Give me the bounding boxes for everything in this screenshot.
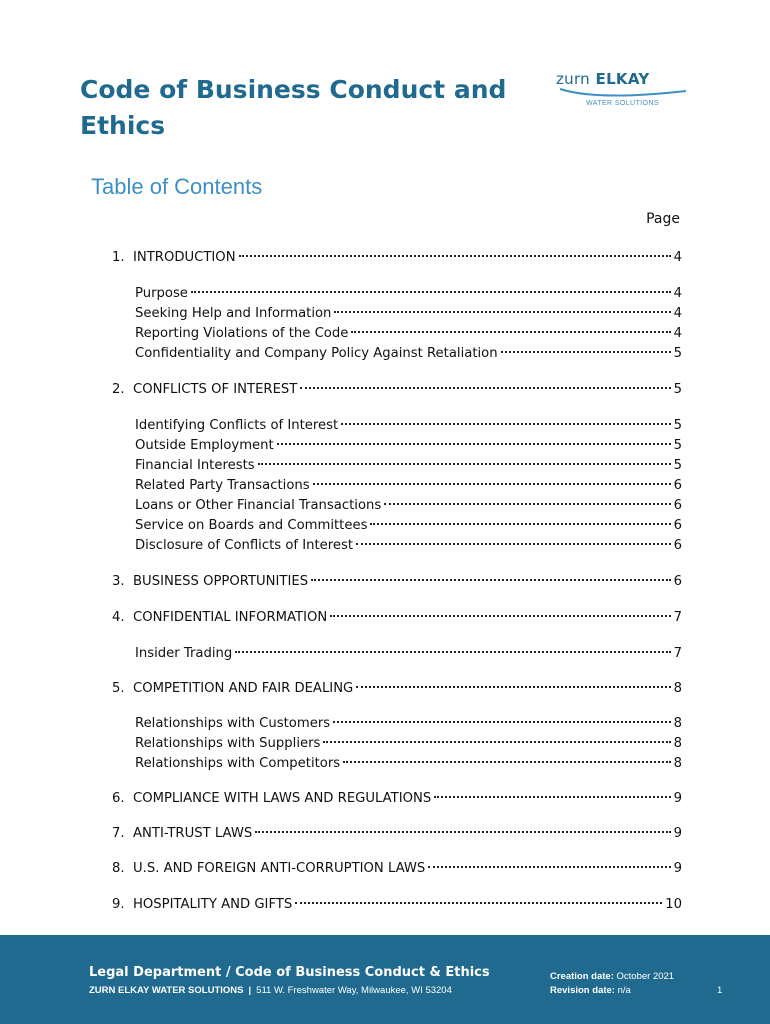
toc-entry-page: 5: [673, 382, 682, 397]
toc-entry-label: Disclosure of Conflicts of Interest: [135, 538, 354, 553]
logo-wordmark: [556, 70, 650, 88]
toc-subsection-entry[interactable]: [135, 734, 682, 754]
toc-entry-page: 4: [673, 326, 682, 341]
toc-entry-number: 6.: [112, 791, 125, 806]
toc-page-column-label: Page: [646, 211, 680, 227]
toc-dot-leader: [330, 615, 670, 617]
toc-section-entry[interactable]: [112, 895, 682, 915]
toc-dot-leader: [323, 741, 670, 743]
toc-entry-page: 9: [673, 826, 682, 841]
toc-subsection-entry[interactable]: [135, 416, 682, 436]
toc-subsection-entry[interactable]: [135, 304, 682, 324]
toc-entry-page: 7: [673, 646, 682, 661]
toc-entry-label: Insider Trading: [135, 646, 233, 661]
toc-dot-leader: [384, 503, 670, 505]
toc-entry-page: 6: [673, 538, 682, 553]
toc-entry-number: 5.: [112, 681, 125, 696]
toc-entry-label: Reporting Violations of the Code: [135, 326, 349, 341]
toc-entry-number: 8.: [112, 861, 125, 876]
toc-subsection-entry[interactable]: [135, 644, 682, 664]
toc-dot-leader: [277, 443, 671, 445]
toc-dot-leader: [434, 796, 670, 798]
toc-entry-label: Confidentiality and Company Policy Against Retaliation: [135, 346, 498, 361]
toc-entry-page: 7: [673, 610, 682, 625]
toc-dot-leader: [341, 423, 670, 425]
toc-entry-label: U.S. AND FOREIGN ANTI-CORRUPTION LAWS: [133, 861, 426, 876]
document-title: [80, 72, 550, 144]
toc-entry-label: Relationships with Customers: [135, 716, 331, 731]
toc-subsection-entry[interactable]: [135, 456, 682, 476]
toc-entry-page: 6: [673, 498, 682, 513]
footer-address: 511 W. Freshwater Way, Milwaukee, WI 53204: [256, 985, 452, 996]
toc-entry-page: 4: [673, 250, 682, 265]
toc-section-entry[interactable]: [112, 248, 682, 268]
revision-date-value: n/a: [617, 985, 631, 996]
toc-section-entry[interactable]: [112, 608, 682, 628]
toc-entry-label: CONFIDENTIAL INFORMATION: [133, 610, 328, 625]
toc-entry-number: 7.: [112, 826, 125, 841]
document-title-line-1: Code of Business Conduct and: [80, 75, 507, 104]
creation-date-label: Creation date:: [550, 971, 614, 982]
toc-dot-leader: [351, 331, 670, 333]
toc-entry-label: BUSINESS OPPORTUNITIES: [133, 574, 309, 589]
toc-entry-page: 5: [673, 438, 682, 453]
footer-title: Legal Department / Code of Business Conduct & Ethics: [89, 965, 490, 980]
toc-entry-label: Related Party Transactions: [135, 478, 310, 493]
toc-subsection-entry[interactable]: [135, 344, 682, 364]
toc-entry-number: 4.: [112, 610, 125, 625]
logo-tagline: WATER SOLUTIONS: [586, 100, 659, 107]
toc-entry-label: Relationships with Competitors: [135, 756, 341, 771]
toc-subsection-entry[interactable]: [135, 324, 682, 344]
toc-dot-leader: [239, 255, 671, 257]
footer-revision-date: [550, 985, 631, 996]
toc-entry-number: 2.: [112, 382, 125, 397]
footer-page-number: 1: [717, 985, 723, 996]
toc-dot-leader: [191, 291, 671, 293]
toc-entry-label: Seeking Help and Information: [135, 306, 332, 321]
toc-dot-leader: [334, 311, 670, 313]
toc-section-entry[interactable]: [112, 679, 682, 699]
toc-entry-label: Relationships with Suppliers: [135, 736, 321, 751]
toc-subsection-entry[interactable]: [135, 436, 682, 456]
toc-subsection-entry[interactable]: [135, 536, 682, 556]
footer-separator: |: [248, 985, 252, 996]
toc-entry-page: 6: [673, 518, 682, 533]
toc-entry-label: Identifying Conflicts of Interest: [135, 418, 339, 433]
toc-dot-leader: [356, 686, 670, 688]
toc-entry-page: 10: [665, 897, 682, 912]
footer-address-line: [89, 985, 452, 996]
toc-subsection-entry[interactable]: [135, 496, 682, 516]
toc-entry-number: 3.: [112, 574, 125, 589]
page-footer: [0, 935, 770, 1024]
document-title-line-2: Ethics: [80, 111, 166, 140]
toc-dot-leader: [356, 543, 671, 545]
toc-entry-label: HOSPITALITY AND GIFTS: [133, 897, 293, 912]
toc-dot-leader: [258, 463, 671, 465]
toc-entry-label: Outside Employment: [135, 438, 274, 453]
toc-entry-label: Service on Boards and Committees: [135, 518, 368, 533]
zurn-elkay-logo: [556, 70, 696, 114]
toc-entry-label: Financial Interests: [135, 458, 255, 473]
toc-section-entry[interactable]: [112, 824, 682, 844]
toc-entry-page: 6: [673, 574, 682, 589]
toc-entry-label: COMPETITION AND FAIR DEALING: [133, 681, 354, 696]
toc-section-entry[interactable]: [112, 572, 682, 592]
toc-entry-page: 6: [673, 478, 682, 493]
toc-dot-leader: [311, 579, 671, 581]
toc-entry-number: 9.: [112, 897, 125, 912]
toc-section-entry[interactable]: [112, 789, 682, 809]
toc-entry-page: 4: [673, 306, 682, 321]
toc-subsection-entry[interactable]: [135, 714, 682, 734]
toc-entry-page: 8: [673, 736, 682, 751]
toc-entry-number: 1.: [112, 250, 125, 265]
toc-dot-leader: [343, 761, 670, 763]
toc-entry-label: Purpose: [135, 286, 188, 301]
toc-entry-label: COMPLIANCE WITH LAWS AND REGULATIONS: [133, 791, 432, 806]
toc-entry-page: 5: [673, 458, 682, 473]
toc-entry-page: 4: [673, 286, 682, 301]
toc-subsection-entry[interactable]: [135, 754, 682, 774]
toc-dot-leader: [333, 721, 670, 723]
toc-dot-leader: [300, 387, 670, 389]
toc-entry-page: 8: [673, 756, 682, 771]
toc-subsection-entry[interactable]: [135, 284, 682, 304]
creation-date-value: October 2021: [616, 971, 675, 982]
toc-section-entry[interactable]: [112, 380, 682, 400]
toc-subsection-entry[interactable]: [135, 516, 682, 536]
footer-company: ZURN ELKAY WATER SOLUTIONS: [89, 985, 244, 996]
toc-entry-page: 9: [673, 861, 682, 876]
toc-entry-page: 5: [673, 418, 682, 433]
toc-section-entry[interactable]: [112, 859, 682, 879]
toc-entry-page: 8: [673, 681, 682, 696]
toc-dot-leader: [428, 866, 670, 868]
footer-creation-date: [550, 971, 674, 982]
toc-dot-leader: [235, 651, 670, 653]
toc-dot-leader: [370, 523, 670, 525]
toc-entry-label: ANTI-TRUST LAWS: [133, 826, 253, 841]
toc-entry-label: INTRODUCTION: [133, 250, 236, 265]
toc-dot-leader: [313, 483, 671, 485]
logo-brand-left: zurn: [556, 70, 590, 88]
toc-entry-page: 8: [673, 716, 682, 731]
toc-heading: Table of Contents: [91, 174, 263, 199]
toc-entry-page: 5: [673, 346, 682, 361]
toc-dot-leader: [255, 831, 670, 833]
toc-entry-label: CONFLICTS OF INTEREST: [133, 382, 298, 397]
toc-dot-leader: [501, 351, 671, 353]
toc-dot-leader: [295, 902, 662, 904]
toc-subsection-entry[interactable]: [135, 476, 682, 496]
toc-entry-label: Loans or Other Financial Transactions: [135, 498, 382, 513]
toc-entry-page: 9: [673, 791, 682, 806]
logo-swoosh-icon: [558, 87, 688, 99]
logo-brand-right: ELKAY: [595, 70, 650, 88]
revision-date-label: Revision date:: [550, 985, 615, 996]
